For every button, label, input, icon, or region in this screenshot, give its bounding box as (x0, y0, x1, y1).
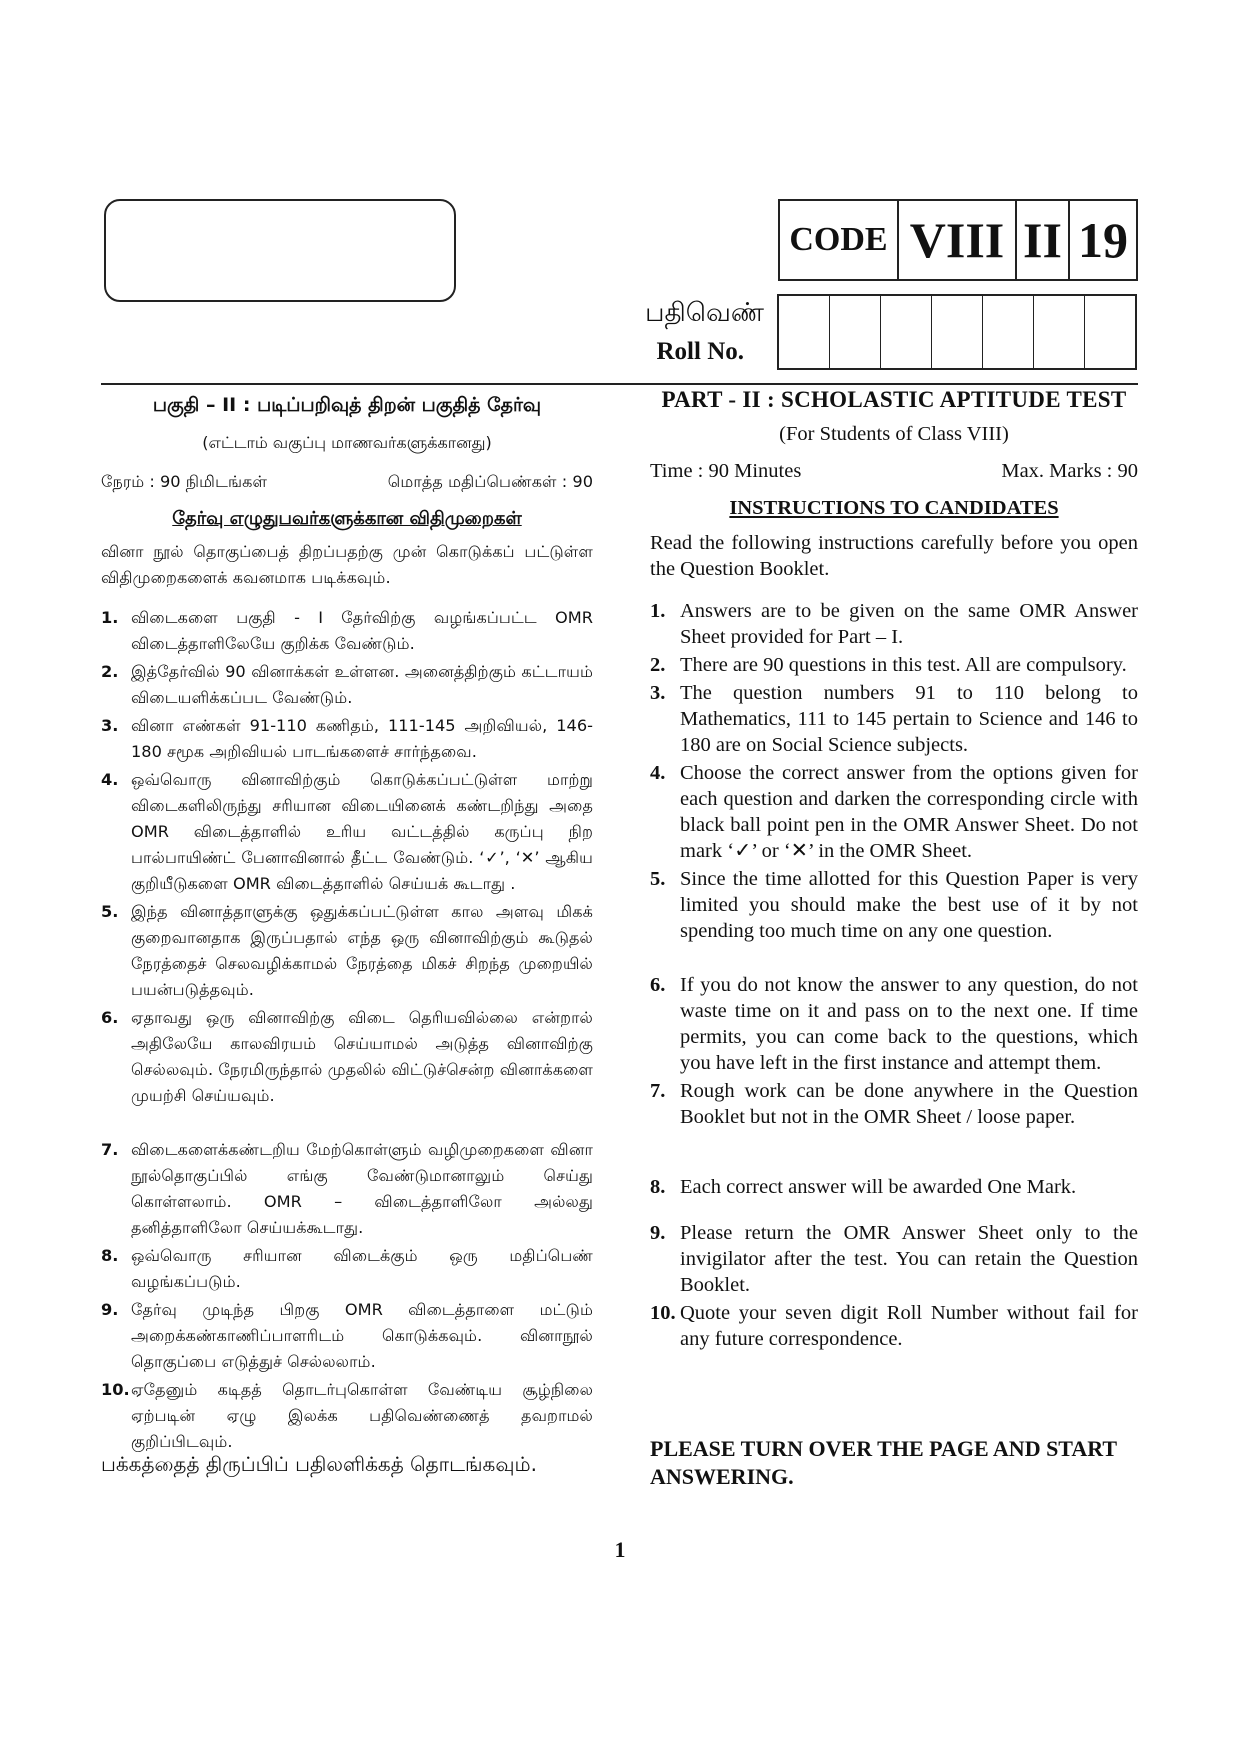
english-instructions-heading: INSTRUCTIONS TO CANDIDATES (729, 497, 1059, 519)
instruction-number: 8. (650, 1176, 666, 1198)
instruction-item (101, 1243, 593, 1295)
instruction-item (101, 659, 593, 711)
instruction-number: 10. (101, 1380, 130, 1399)
instruction-text: ஒவ்வொரு சரியான விடைக்கும் ஒரு மதிப்பெண் வழங்கப்படும். (131, 1246, 593, 1291)
code-label: CODE (780, 201, 899, 279)
tamil-time: நேரம் : 90 நிமிடங்கள் (101, 472, 268, 491)
tamil-instruction-list (101, 605, 593, 1455)
instruction-item (650, 680, 1138, 758)
instruction-number: 7. (650, 1080, 666, 1102)
instruction-number: 10. (650, 1302, 676, 1324)
instruction-item (101, 605, 593, 657)
instruction-number: 1. (101, 608, 119, 627)
instruction-text: விடைகளை பகுதி - I தேர்விற்கு வழங்கப்பட்ட OMR விடைத்தாளிலேயே குறிக்க வேண்டும். (131, 608, 593, 653)
instruction-item (650, 1220, 1138, 1298)
english-time-row (650, 460, 1138, 483)
roll-digit-cell[interactable] (932, 296, 983, 368)
instruction-text: தேர்வு முடிந்த பிறகு OMR விடைத்தாளை மட்டும் அறைக்கண்காணிப்பாளரிடம் கொடுக்கவும். வினாநூல் தொகுப்பை எடுத்துச் செல்லலாம். (131, 1300, 593, 1371)
instruction-text: Answers are to be given on the same OMR Answer Sheet provided for Part – I. (680, 600, 1138, 648)
instruction-text: இந்த வினாத்தாளுக்கு ஒதுக்கப்பட்டுள்ள கால அளவு மிகக் குறைவானதாக இருப்பதால் எந்த ஒரு வினாவிற்கும் கூடுதல் நேரத்தைச் செலவழிக்காமல் நேரத்தை மிகச் சிறந்த முறையில் பயன்படுத்தவும். (131, 902, 593, 999)
instruction-text: இத்தேர்வில் 90 வினாக்கள் உள்ளன. அனைத்திற்கும் கட்டாயம் விடையளிக்கப்பட வேண்டும். (131, 662, 593, 707)
roll-digit-cell[interactable] (881, 296, 932, 368)
english-subtitle: (For Students of Class VIII) (779, 423, 1009, 445)
header-divider (101, 383, 1138, 385)
instruction-number: 9. (650, 1222, 666, 1244)
tamil-time-row (101, 472, 593, 494)
code-value-1: VIII (899, 201, 1017, 279)
instruction-number: 8. (101, 1246, 119, 1265)
instruction-number: 3. (650, 682, 666, 704)
instruction-number: 7. (101, 1140, 119, 1159)
instruction-text: Rough work can be done anywhere in the Question Booklet but not in the OMR Sheet / loose paper. (680, 1080, 1138, 1128)
english-closing: PLEASE TURN OVER THE PAGE AND START ANSWERING. (650, 1436, 1117, 1489)
instruction-item (650, 598, 1138, 650)
tamil-column (101, 392, 593, 1455)
instruction-text: ஒவ்வொரு வினாவிற்கும் கொடுக்கப்பட்டுள்ள மாற்று விடைகளிலிருந்து சரியான விடையினைக் கண்டறிந்து அதை OMR விடைத்தாளில் உரிய வட்டத்தில் கருப்பு நிற பால்பாயிண்ட் பேனாவினால் தீட்ட வேண்டும். ‘✓’, ‘✕’ ஆகிய குறியீடுகளை OMR விடைத்தாளில் செய்யக் கூடாது . (131, 770, 593, 893)
tamil-title-rest: : படிப்பறிவுத் திறன் பகுதித் தேர்வு (242, 394, 542, 416)
tamil-marks: மொத்த மதிப்பெண்கள் : 90 (387, 472, 593, 491)
instruction-text: வினா எண்கள் 91-110 கணிதம், 111-145 அறிவியல், 146-180 சமூக அறிவியல் பாடங்களைச் சார்ந்தவை. (131, 716, 593, 761)
roll-number-grid[interactable] (777, 294, 1137, 370)
instruction-text: ஏதாவது ஒரு வினாவிற்கு விடை தெரியவில்லை என்றால் அதிலேயே காலவிரயம் செய்யாமல் அடுத்த வினாவிற்கு செல்லவும். நேரமிருந்தால் முதலில் விட்டுச்சென்ற வினாக்களை முயற்சி செய்யவும். (131, 1008, 593, 1105)
instruction-item (101, 1377, 593, 1455)
instruction-item (650, 1300, 1138, 1352)
instruction-text: Since the time allotted for this Question Paper is very limited you should make the best use of it by not spending too much time on any one question. (680, 868, 1138, 942)
name-box (104, 199, 456, 302)
instruction-text: The question numbers 91 to 110 belong to Mathematics, 111 to 145 pertain to Science and 146 to 180 are on Social Science subjects. (680, 682, 1138, 756)
english-column (650, 387, 1138, 1352)
instruction-text: Please return the OMR Answer Sheet only to the invigilator after the test. You can retain the Question Booklet. (680, 1222, 1138, 1296)
tamil-title-prefix: பகுதி – II (152, 394, 237, 416)
english-time: Time : 90 Minutes (650, 460, 802, 482)
instruction-item (101, 1137, 593, 1241)
page-number: 1 (614, 1537, 626, 1562)
english-intro: Read the following instructions carefully before you open the Question Booklet. (650, 532, 1138, 580)
code-value-3: 19 (1078, 212, 1128, 268)
instruction-number: 4. (101, 770, 119, 789)
instruction-item (101, 713, 593, 765)
roll-digit-cell[interactable] (1085, 296, 1135, 368)
tamil-closing: பக்கத்தைத் திருப்பிப் பதிலளிக்கத் தொடங்கவும். (101, 1452, 537, 1476)
instruction-item (101, 767, 593, 897)
instruction-text: There are 90 questions in this test. All are compulsory. (680, 654, 1127, 676)
instruction-number: 6. (101, 1008, 119, 1027)
code-value-2: II (1017, 201, 1070, 279)
instruction-number: 2. (650, 654, 666, 676)
english-instruction-list (650, 598, 1138, 1352)
instruction-number: 3. (101, 716, 119, 735)
roll-digit-cell[interactable] (983, 296, 1034, 368)
instruction-number: 2. (101, 662, 119, 681)
instruction-text: Quote your seven digit Roll Number without fail for any future correspondence. (680, 1302, 1138, 1350)
instruction-item (650, 652, 1138, 678)
instruction-text: ஏதேனும் கடிதத் தொடர்புகொள்ள வேண்டிய சூழ்நிலை ஏற்படின் ஏழு இலக்க பதிவெண்ணைத் தவறாமல் குறிப்பிடவும். (131, 1380, 593, 1451)
tamil-title (101, 394, 593, 419)
instruction-number: 5. (101, 902, 119, 921)
instruction-item (101, 1297, 593, 1375)
tamil-intro: வினா நூல் தொகுப்பைத் திறப்பதற்கு முன் கொடுக்கப் பட்டுள்ள விதிமுறைகளைக் கவனமாக படிக்கவும். (101, 542, 593, 587)
roll-digit-cell[interactable] (1034, 296, 1085, 368)
instruction-number: 5. (650, 868, 666, 890)
instruction-item (650, 972, 1138, 1076)
instruction-number: 9. (101, 1300, 119, 1319)
tamil-subtitle: (எட்டாம் வகுப்பு மாணவர்களுக்கானது) (202, 433, 492, 452)
instruction-item (650, 866, 1138, 944)
roll-label-english: Roll No. (656, 338, 744, 365)
instruction-text: If you do not know the answer to any question, do not waste time on it and pass on to the next one. If time permits, you can come back to the questions, which you have left in the first instance and attempt them. (680, 974, 1138, 1074)
instruction-number: 1. (650, 600, 666, 622)
instruction-item (650, 760, 1138, 864)
instruction-text: Choose the correct answer from the options given for each question and darken the corresponding circle with black ball point pen in the OMR Answer Sheet. Do not mark ‘✓’ or ‘✕’ in the OMR Sheet. (680, 762, 1138, 862)
roll-digit-cell[interactable] (830, 296, 881, 368)
instruction-item (101, 1005, 593, 1109)
instruction-text: Each correct answer will be awarded One Mark. (680, 1176, 1077, 1198)
instruction-item (101, 899, 593, 1003)
instruction-text: விடைகளைக்கண்டறிய மேற்கொள்ளும் வழிமுறைகளை வினா நூல்தொகுப்பில் எங்கு வேண்டுமானாலும் செய்து கொள்ளலாம். OMR – விடைத்தாளிலோ அல்லது தனித்தாளிலோ செய்யக்கூடாது. (131, 1140, 593, 1237)
instruction-item (650, 1174, 1138, 1200)
instruction-number: 4. (650, 762, 666, 784)
instruction-number: 6. (650, 974, 666, 996)
code-table (778, 199, 1138, 281)
roll-label-tamil: பதிவெண் (645, 298, 764, 328)
roll-digit-cell[interactable] (779, 296, 830, 368)
english-title: PART - II : SCHOLASTIC APTITUDE TEST (661, 387, 1127, 412)
instruction-item (650, 1078, 1138, 1130)
tamil-instructions-heading: தேர்வு எழுதுபவர்களுக்கான விதிமுறைகள் (172, 508, 522, 529)
english-marks: Max. Marks : 90 (1001, 460, 1138, 482)
